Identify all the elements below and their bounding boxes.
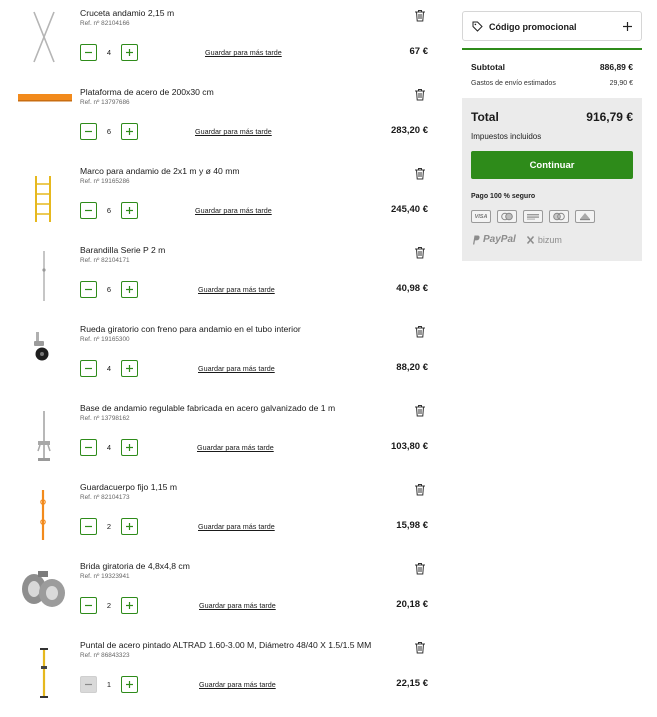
item-price: 67 € [409, 46, 428, 57]
paypal-logo [471, 234, 516, 245]
trash-icon[interactable] [414, 562, 426, 575]
product-name[interactable]: Rueda giratorio con freno para andamio en el tubo interior [80, 324, 301, 334]
quantity-stepper [80, 439, 138, 456]
cart-item [0, 237, 440, 316]
payment-methods [471, 210, 595, 223]
save-for-later-link[interactable]: Guardar para más tarde [198, 364, 275, 373]
bank-transfer-icon [575, 210, 595, 223]
product-image-adjustable-base[interactable] [14, 403, 72, 461]
item-price: 15,98 € [396, 520, 428, 531]
plus-icon [125, 680, 134, 689]
maestro-card-icon [549, 210, 569, 223]
product-image-caster-wheel[interactable] [14, 324, 72, 382]
plus-icon [125, 601, 134, 610]
total-value: 916,79 € [586, 110, 633, 124]
product-image-swivel-clamp[interactable] [14, 561, 72, 619]
secure-payment-label: Pago 100 % seguro [471, 193, 536, 200]
product-name[interactable]: Barandilla Serie P 2 m [80, 245, 166, 255]
quantity-input[interactable] [97, 360, 121, 377]
increase-button[interactable] [121, 676, 138, 693]
promo-code-label: Código promocional [489, 22, 577, 32]
increase-button[interactable] [121, 439, 138, 456]
item-price: 20,18 € [396, 599, 428, 610]
minus-icon [84, 285, 93, 294]
quantity-input[interactable] [97, 123, 121, 140]
cart-item [0, 632, 440, 711]
increase-button[interactable] [121, 44, 138, 61]
item-price: 22,15 € [396, 678, 428, 689]
save-for-later-link[interactable]: Guardar para más tarde [195, 206, 272, 215]
quantity-stepper [80, 360, 138, 377]
cart-item [0, 79, 440, 158]
bizum-logo [526, 235, 562, 245]
cart-item [0, 395, 440, 474]
plus-icon [622, 21, 633, 32]
quantity-input[interactable] [97, 518, 121, 535]
product-ref: Ref. nº 82104173 [80, 494, 130, 501]
taxes-included-label: Impuestos incluidos [471, 132, 542, 141]
item-price: 245,40 € [391, 204, 428, 215]
product-ref: Ref. nº 86843323 [80, 652, 130, 659]
decrease-button[interactable] [80, 44, 97, 61]
cart-item [0, 316, 440, 395]
checkout-panel [462, 98, 642, 261]
increase-button[interactable] [121, 281, 138, 298]
plus-icon [125, 364, 134, 373]
quantity-stepper [80, 676, 138, 693]
decrease-button[interactable] [80, 439, 97, 456]
quantity-input[interactable] [97, 597, 121, 614]
decrease-button[interactable] [80, 281, 97, 298]
minus-icon [84, 680, 93, 689]
plus-icon [125, 443, 134, 452]
minus-icon [84, 601, 93, 610]
product-name[interactable]: Puntal de acero pintado ALTRAD 1.60-3.00 M, Diámetro 48/40 X 1.5/1.5 MM [80, 640, 372, 650]
decrease-button[interactable] [80, 202, 97, 219]
product-name[interactable]: Plataforma de acero de 200x30 cm [80, 87, 214, 97]
bizum-icon [526, 235, 535, 245]
quantity-input[interactable] [97, 439, 121, 456]
total-label: Total [471, 110, 499, 124]
trash-icon[interactable] [414, 88, 426, 101]
product-name[interactable]: Guardacuerpo fijo 1,15 m [80, 482, 177, 492]
cart-item [0, 0, 440, 79]
increase-button[interactable] [121, 597, 138, 614]
decrease-button[interactable] [80, 518, 97, 535]
amex-card-icon [523, 210, 543, 223]
trash-icon[interactable] [414, 9, 426, 22]
paypal-label: PayPal [483, 234, 516, 245]
quantity-stepper [80, 597, 138, 614]
save-for-later-link[interactable]: Guardar para más tarde [198, 285, 275, 294]
product-name[interactable]: Cruceta andamio 2,15 m [80, 8, 175, 18]
increase-button[interactable] [121, 202, 138, 219]
trash-icon[interactable] [414, 325, 426, 338]
item-price: 88,20 € [396, 362, 428, 373]
save-for-later-link[interactable]: Guardar para más tarde [199, 601, 276, 610]
trash-icon[interactable] [414, 483, 426, 496]
product-image-scaffold-frame[interactable] [14, 166, 72, 224]
quantity-stepper [80, 123, 138, 140]
quantity-stepper [80, 44, 138, 61]
minus-icon [84, 127, 93, 136]
wallet-methods [471, 234, 562, 245]
visa-label: VISA [474, 213, 488, 220]
plus-icon [125, 206, 134, 215]
subtotals [462, 50, 642, 98]
minus-icon [84, 48, 93, 57]
product-ref: Ref. nº 13798162 [80, 415, 130, 422]
totals-box [462, 48, 642, 259]
quantity-stepper [80, 281, 138, 298]
minus-icon [84, 522, 93, 531]
trash-icon[interactable] [414, 246, 426, 259]
plus-icon [125, 127, 134, 136]
increase-button[interactable] [121, 360, 138, 377]
save-for-later-link[interactable]: Guardar para más tarde [195, 127, 272, 136]
decrease-button[interactable] [80, 123, 97, 140]
minus-icon [84, 443, 93, 452]
save-for-later-link[interactable]: Guardar para más tarde [198, 522, 275, 531]
quantity-stepper [80, 202, 138, 219]
decrease-button[interactable] [80, 360, 97, 377]
product-name[interactable]: Brida giratoria de 4,8x4,8 cm [80, 561, 190, 571]
product-image-guard-post[interactable] [14, 482, 72, 540]
trash-icon[interactable] [414, 641, 426, 654]
cart-item [0, 474, 440, 553]
product-image-steel-platform[interactable] [14, 87, 72, 145]
continue-button[interactable]: Continuar [471, 151, 633, 179]
product-ref: Ref. nº 82104166 [80, 20, 130, 27]
product-ref: Ref. nº 13797686 [80, 99, 130, 106]
quantity-input[interactable] [97, 676, 121, 693]
subtotal-label: Subtotal [471, 62, 505, 72]
plus-icon [125, 522, 134, 531]
plus-icon [125, 285, 134, 294]
cart-item [0, 553, 440, 632]
paypal-icon [471, 235, 480, 245]
item-price: 283,20 € [391, 125, 428, 136]
save-for-later-link[interactable]: Guardar para más tarde [197, 443, 274, 452]
shipping-label: Gastos de envío estimados [471, 80, 556, 87]
product-name[interactable]: Marco para andamio de 2x1 m y ø 40 mm [80, 166, 240, 176]
trash-icon[interactable] [414, 167, 426, 180]
increase-button[interactable] [121, 518, 138, 535]
save-for-later-link[interactable]: Guardar para más tarde [205, 48, 282, 57]
item-price: 103,80 € [391, 441, 428, 452]
minus-icon [84, 206, 93, 215]
quantity-input[interactable] [97, 44, 121, 61]
product-name[interactable]: Base de andamio regulable fabricada en acero galvanizado de 1 m [80, 403, 336, 413]
cart-item [0, 158, 440, 237]
trash-icon[interactable] [414, 404, 426, 417]
product-image-guardrail-bar[interactable] [14, 245, 72, 303]
decrease-button[interactable] [80, 597, 97, 614]
quantity-input[interactable] [97, 202, 121, 219]
subtotal-value: 886,89 € [599, 62, 633, 72]
product-image-steel-prop[interactable] [14, 640, 72, 698]
product-ref: Ref. nº 82104171 [80, 257, 130, 264]
tag-icon [472, 21, 483, 32]
promo-code-toggle[interactable] [462, 11, 642, 41]
increase-button[interactable] [121, 123, 138, 140]
product-ref: Ref. nº 19165286 [80, 178, 130, 185]
plus-icon [125, 48, 134, 57]
product-ref: Ref. nº 19323941 [80, 573, 130, 580]
visa-card-icon [471, 210, 491, 223]
item-price: 40,98 € [396, 283, 428, 294]
product-ref: Ref. nº 19165300 [80, 336, 130, 343]
decrease-button[interactable] [80, 676, 97, 693]
minus-icon [84, 364, 93, 373]
shipping-value: 29,90 € [609, 80, 633, 87]
product-image-cross-brace[interactable] [14, 8, 72, 66]
save-for-later-link[interactable]: Guardar para más tarde [199, 680, 276, 689]
bizum-label: bizum [537, 234, 562, 245]
mastercard-icon [497, 210, 517, 223]
total-row [471, 110, 633, 126]
quantity-stepper [80, 518, 138, 535]
quantity-input[interactable] [97, 281, 121, 298]
